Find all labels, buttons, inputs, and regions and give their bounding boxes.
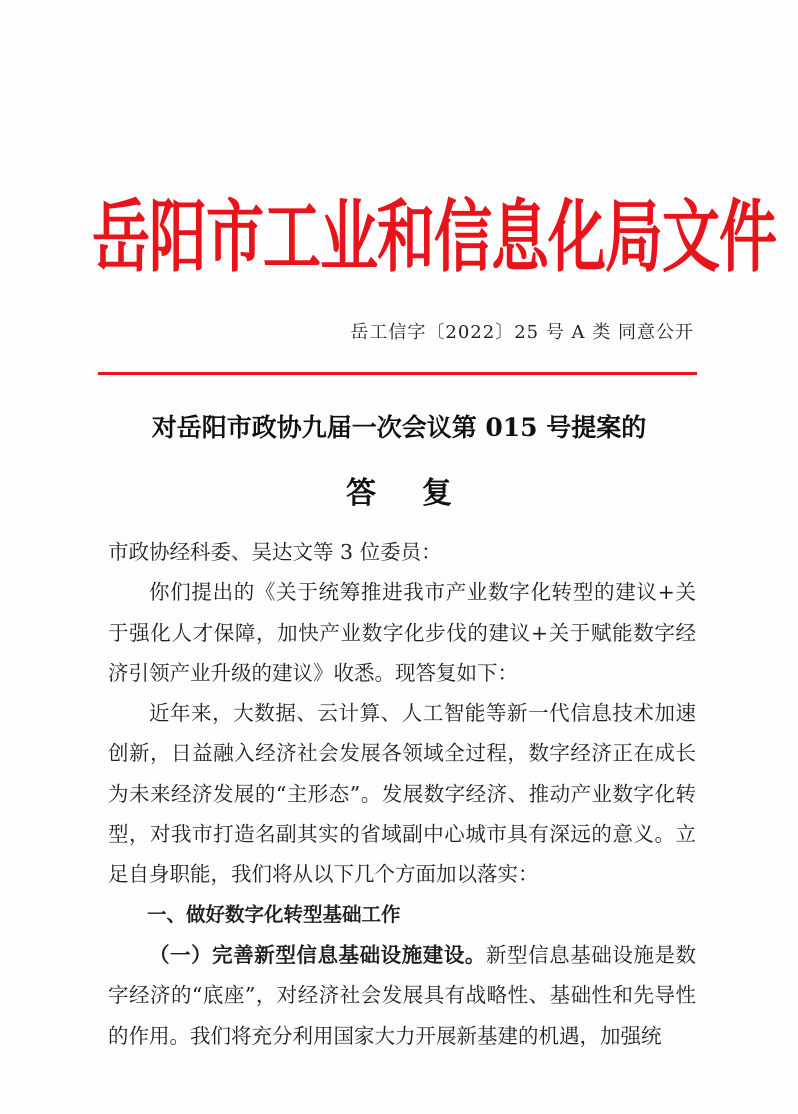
document-body <box>108 532 696 1056</box>
reply-title-line-1: 对岳阳市政协九届一次会议第 015 号提案的 <box>151 413 647 442</box>
paragraph-acknowledgement: 你们提出的《关于统筹推进我市产业数字化转型的建议+关于强化人才保障，加快产业数字化步伐的建议+关于赋能数字经济引领产业升级的建议》收悉。现答复如下： <box>108 580 696 685</box>
document-number: 岳工信字〔2022〕25 号 A 类 同意公开 <box>350 322 694 343</box>
section-heading: 一、做好数字化转型基础工作 <box>147 902 401 926</box>
red-divider-line <box>98 372 697 375</box>
paragraph-background: 近年来，大数据、云计算、人工智能等新一代信息技术加速创新，日益融入经济社会发展各领域全过程，数字经济正在成长为未来经济发展的“主形态”。发展数字经济、推动产业数字化转型，对我市打造名副其实的省域副中心城市具有深远的意义。立足自身职能，我们将从以下几个方面加以落实： <box>108 701 696 887</box>
subsection-paragraph <box>108 935 696 1056</box>
subsection-text: 新型信息基础设施是数字经济的“底座”，对经济社会发展具有战略性、基础性和先导性的作用。我们将充分利用国家大力开展新基建的机遇，加强统 <box>108 942 697 1048</box>
document-header-title: 岳阳市工业和信息化局文件 <box>92 191 777 283</box>
salutation: 市政协经科委、吴达文等 3 位委员： <box>108 540 442 564</box>
reply-title-line-2: 答复 <box>346 476 498 511</box>
subsection-lead: （一）完善新型信息基础设施建设。 <box>149 942 486 967</box>
